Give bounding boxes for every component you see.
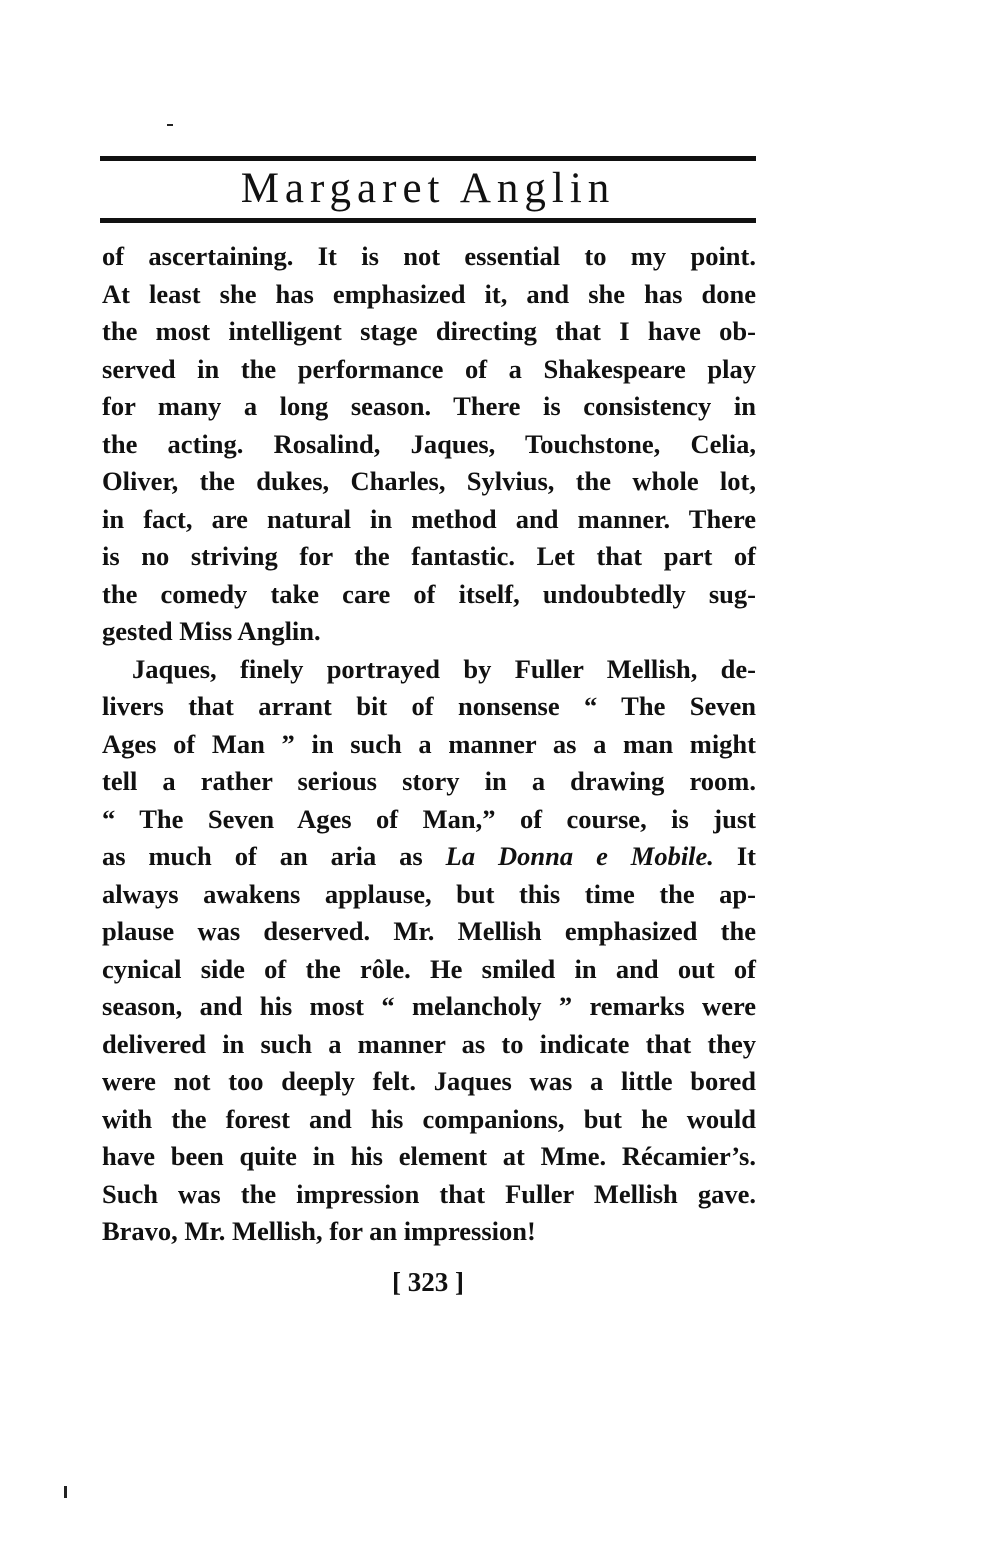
line-text: as much of an aria as bbox=[102, 841, 446, 871]
body-text bbox=[102, 238, 756, 1251]
page-speck bbox=[64, 1486, 67, 1498]
page-number: [ 323 ] bbox=[392, 1267, 464, 1297]
text-line: the acting. Rosalind, Jaques, Touchstone, Celia, bbox=[102, 428, 756, 459]
running-head: Margaret Anglin bbox=[240, 165, 616, 212]
text-line: were not too deeply felt. Jaques was a little bored bbox=[102, 1066, 756, 1096]
text-line: Ages of Man ” in such a manner as a man might bbox=[102, 728, 756, 759]
text-line: livers that arrant bit of nonsense “ The Seven bbox=[102, 691, 756, 721]
italic-song-title: La Donna e Mobile. bbox=[445, 841, 714, 871]
text-line: Oliver, the dukes, Charles, Sylvius, the whole lot, bbox=[102, 466, 756, 496]
text-line: of ascertaining. It is not essential to my point. bbox=[102, 241, 756, 271]
line-text: It bbox=[713, 841, 756, 871]
text-line: served in the performance of a Shakespeare play bbox=[102, 353, 756, 384]
text-line: the most intelligent stage directing that I have ob- bbox=[102, 316, 756, 346]
text-line: Such was the impression that Fuller Mellish gave. bbox=[102, 1178, 756, 1209]
text-line: “ The Seven Ages of Man,” of course, is just bbox=[102, 803, 756, 834]
text-line: Jaques, finely portrayed by Fuller Mellish, de- bbox=[132, 653, 756, 684]
header-rule-bottom bbox=[100, 218, 756, 223]
text-line: cynical side of the rôle. He smiled in and out of bbox=[102, 953, 756, 984]
text-line: with the forest and his companions, but he would bbox=[102, 1103, 756, 1134]
text-line: tell a rather serious story in a drawing room. bbox=[102, 766, 756, 796]
page-speck bbox=[167, 124, 173, 126]
text-line: the comedy take care of itself, undoubtedly sug- bbox=[102, 578, 756, 609]
text-line-with-title bbox=[102, 838, 756, 876]
text-line: Bravo, Mr. Mellish, for an impression! bbox=[102, 1216, 536, 1246]
text-line: always awakens applause, but this time the ap- bbox=[102, 878, 756, 909]
text-line: for many a long season. There is consistency in bbox=[102, 391, 756, 421]
text-line: plause was deserved. Mr. Mellish emphasized the bbox=[102, 916, 756, 946]
text-line: is no striving for the fantastic. Let that part of bbox=[102, 541, 756, 571]
text-line: season, and his most “ melancholy ” remarks were bbox=[102, 991, 756, 1021]
text-line: in fact, are natural in method and manner. There bbox=[102, 503, 756, 534]
text-line: delivered in such a manner as to indicate that they bbox=[102, 1028, 756, 1059]
text-line: gested Miss Anglin. bbox=[102, 616, 321, 646]
text-line: At least she has emphasized it, and she has done bbox=[102, 278, 756, 309]
text-line: have been quite in his element at Mme. Récamier’s. bbox=[102, 1141, 756, 1171]
